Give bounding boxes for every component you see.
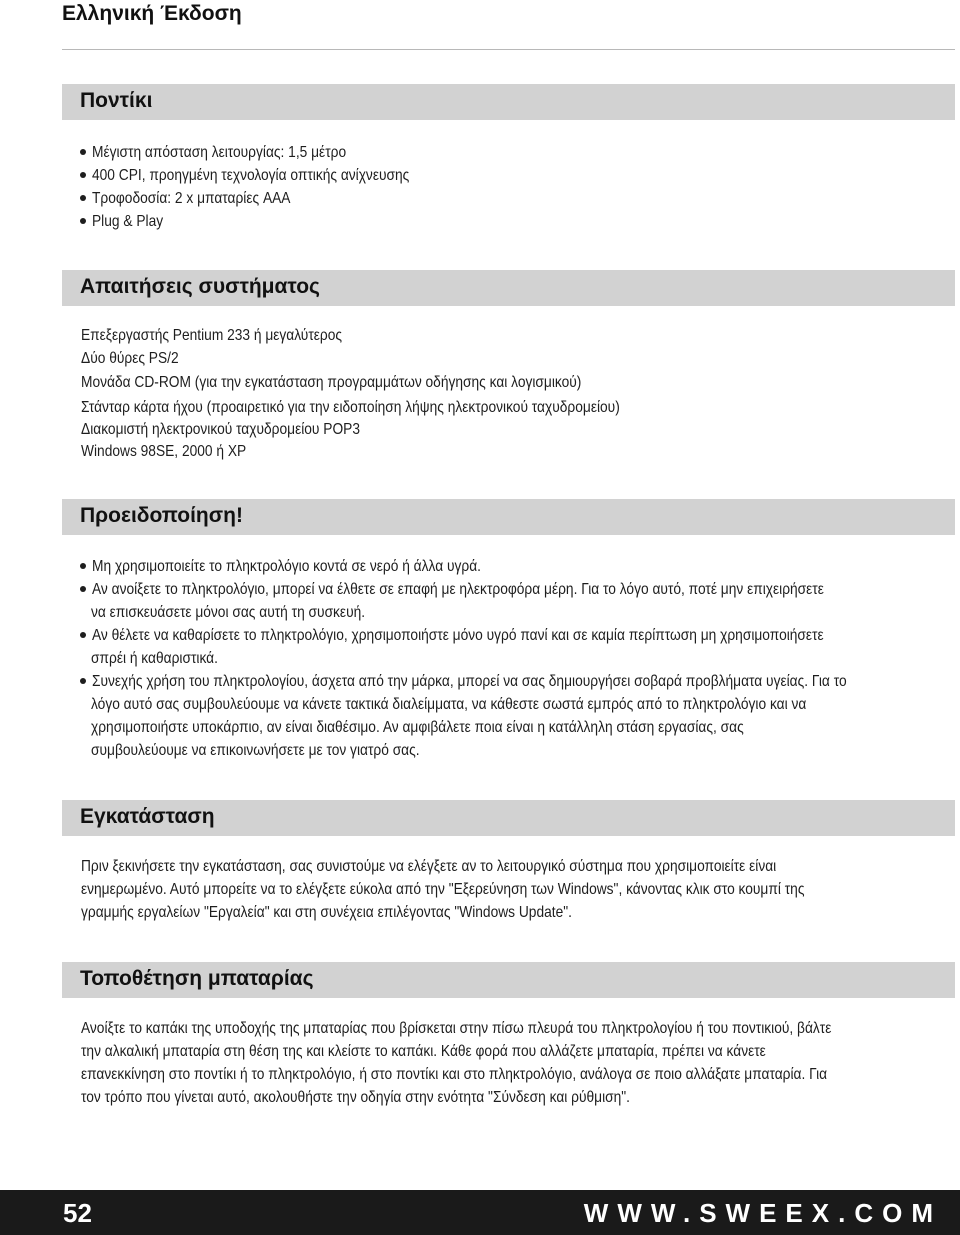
paragraph-line [81, 901, 652, 924]
warning-item [81, 578, 943, 601]
paragraph-line [81, 878, 922, 901]
paragraph-text: ενημερωμένο. Αυτό μπορείτε να το ελέγξετε εύκολα από την "Εξερεύνηση των Windows", κάνοντας κλικ στο κουμπί της [81, 881, 805, 898]
requirement-text: Windows 98SE, 2000 ή XP [81, 443, 247, 460]
requirement-line [81, 396, 707, 419]
section-title: Εγκατάσταση [80, 805, 215, 828]
requirement-text: Δύο θύρες PS/2 [81, 350, 179, 367]
section-title: Τοποθέτηση μπαταρίας [80, 967, 314, 990]
warning-text: να επισκευάσετε μόνοι σας αυτή τη συσκευή. [91, 604, 366, 621]
page-number: 52 [63, 1198, 92, 1228]
bullet-icon [80, 195, 86, 201]
requirement-text: Διακομιστή ηλεκτρονικού ταχυδρομείου POP3 [81, 421, 360, 438]
warning-text: συμβουλεύουμε να επικοινωνήσετε με τον γιατρό σας. [91, 742, 420, 759]
list-item-text: Τροφοδοσία: 2 x μπαταρίες AAA [92, 190, 291, 207]
warning-item-continuation [91, 716, 850, 739]
bullet-list-item [81, 187, 323, 210]
warning-item-continuation [91, 693, 923, 716]
warning-text: Μη χρησιμοποιείτε το πληκτρολόγιο κοντά σε νερό ή άλλα υγρά. [92, 558, 481, 575]
bullet-list-item [81, 210, 175, 233]
section-bar-requirements [62, 270, 955, 306]
section-title: Απαιτήσεις συστήματος [80, 275, 320, 298]
website-url: WWW.SWEEX.COM [583, 1198, 942, 1228]
bullet-list-item [81, 141, 387, 164]
requirement-text: Στάνταρ κάρτα ήχου (προαιρετικό για την ειδοποίηση λήψης ηλεκτρονικού ταχυδρομείου) [81, 399, 620, 416]
requirement-line [81, 347, 195, 370]
requirement-text: Επεξεργαστής Pentium 233 ή μεγαλύτερος [81, 327, 343, 344]
bullet-icon [80, 678, 86, 684]
section-bar-warning [62, 499, 955, 535]
warning-text: Αν ανοίξετε το πληκτρολόγιο, μπορεί να έλθετε σε επαφή με ηλεκτροφόρα μέρη. Για το λόγο αυτό, ποτέ μην επιχειρήσετε [92, 581, 824, 598]
bullet-icon [80, 149, 86, 155]
bullet-icon [80, 586, 86, 592]
paragraph-text: Πριν ξεκινήσετε την εγκατάσταση, σας συνιστούμε να ελέγξετε αν το λειτουργικό σύστημα που χρησιμοποιείτε είναι [81, 858, 777, 875]
warning-item-continuation [91, 601, 410, 624]
paragraph-line [81, 855, 889, 878]
paragraph-line [81, 1063, 949, 1086]
paragraph-text: γραμμής εργαλείων "Εργαλεία" και στη συνέχεια επιλέγοντας "Windows Update". [81, 904, 572, 921]
bullet-list-item [81, 164, 461, 187]
running-header: Ελληνική Έκδοση [62, 2, 242, 25]
warning-item-continuation [91, 647, 239, 670]
paragraph-line [81, 1017, 954, 1040]
paragraph-line [81, 1086, 719, 1109]
bullet-icon [80, 218, 86, 224]
warning-text: Συνεχής χρήση του πληκτρολογίου, άσχετα από την μάρκα, μπορεί να σας δημιουργήσει σοβαρά προβλήματα υγείας. Για το [92, 673, 847, 690]
bullet-icon [80, 563, 86, 569]
footer-bar [0, 1190, 960, 1235]
paragraph-line [81, 1040, 877, 1063]
paragraph-text: Ανοίξτε το καπάκι της υποδοχής της μπαταρίας που βρίσκεται στην πίσω πλευρά του πληκτρολογίου ή του ποντικιού, βάλτε [81, 1020, 832, 1037]
list-item-text: Μέγιστη απόσταση λειτουργίας: 1,5 μέτρο [92, 144, 347, 161]
warning-text: λόγο αυτό σας συμβουλεύουμε να κάνετε τακτικά διαλείμματα, να κάθεστε σωστά εμπρός από το πληκτρολόγιο και να [91, 696, 807, 713]
bullet-icon [80, 172, 86, 178]
requirement-line [81, 324, 385, 347]
warning-item [81, 624, 943, 647]
warning-item [81, 555, 544, 578]
paragraph-text: επανεκκίνηση στο ποντίκι ή το πληκτρολόγιο, ή στο ποντίκι και στο πληκτρολόγιο, ανάλογα σε ποιο αλλάξατε μπαταρία. Για [81, 1066, 828, 1083]
section-title: Προειδοποίηση! [80, 504, 243, 527]
list-item-text: Plug & Play [92, 213, 164, 230]
warning-text: σπρέι ή καθαριστικά. [91, 650, 218, 667]
paragraph-text: τον τρόπο που γίνεται αυτό, ακολουθήστε την οδηγία στην ενότητα "Σύνδεση και ρύθμιση". [81, 1089, 631, 1106]
section-bar-battery [62, 962, 955, 998]
requirement-line [81, 371, 663, 394]
requirement-line [81, 440, 273, 463]
requirement-line [81, 418, 405, 441]
bullet-icon [80, 632, 86, 638]
warning-text: Αν θέλετε να καθαρίσετε το πληκτρολόγιο, χρησιμοποιήστε μόνο υγρό πανί και σε καμία περίπτωση μη χρησιμοποιήσετε [92, 627, 824, 644]
list-item-text: 400 CPI, προηγμένη τεχνολογία οπτικής ανίχνευσης [92, 167, 410, 184]
warning-item [81, 670, 960, 693]
header-rule [62, 49, 955, 50]
section-bar-mouse [62, 84, 955, 120]
section-bar-installation [62, 800, 955, 836]
warning-item-continuation [91, 739, 473, 762]
paragraph-text: την αλκαλική μπαταρία στη θέση της και κλείστε το καπάκι. Κάθε φορά που αλλάζετε μπαταρία, πρέπει να κάνετε [81, 1043, 766, 1060]
warning-text: χρησιμοποιήστε υποκάρπιο, αν είναι διαθέσιμο. Αν αμφιβάλετε ποια είναι η κατάλληλη στάση εργασίας, σας [91, 719, 744, 736]
requirement-text: Μονάδα CD-ROM (για την εγκατάσταση προγραμμάτων οδήγησης και λογισμικού) [81, 374, 582, 391]
section-title: Ποντίκι [80, 89, 153, 112]
